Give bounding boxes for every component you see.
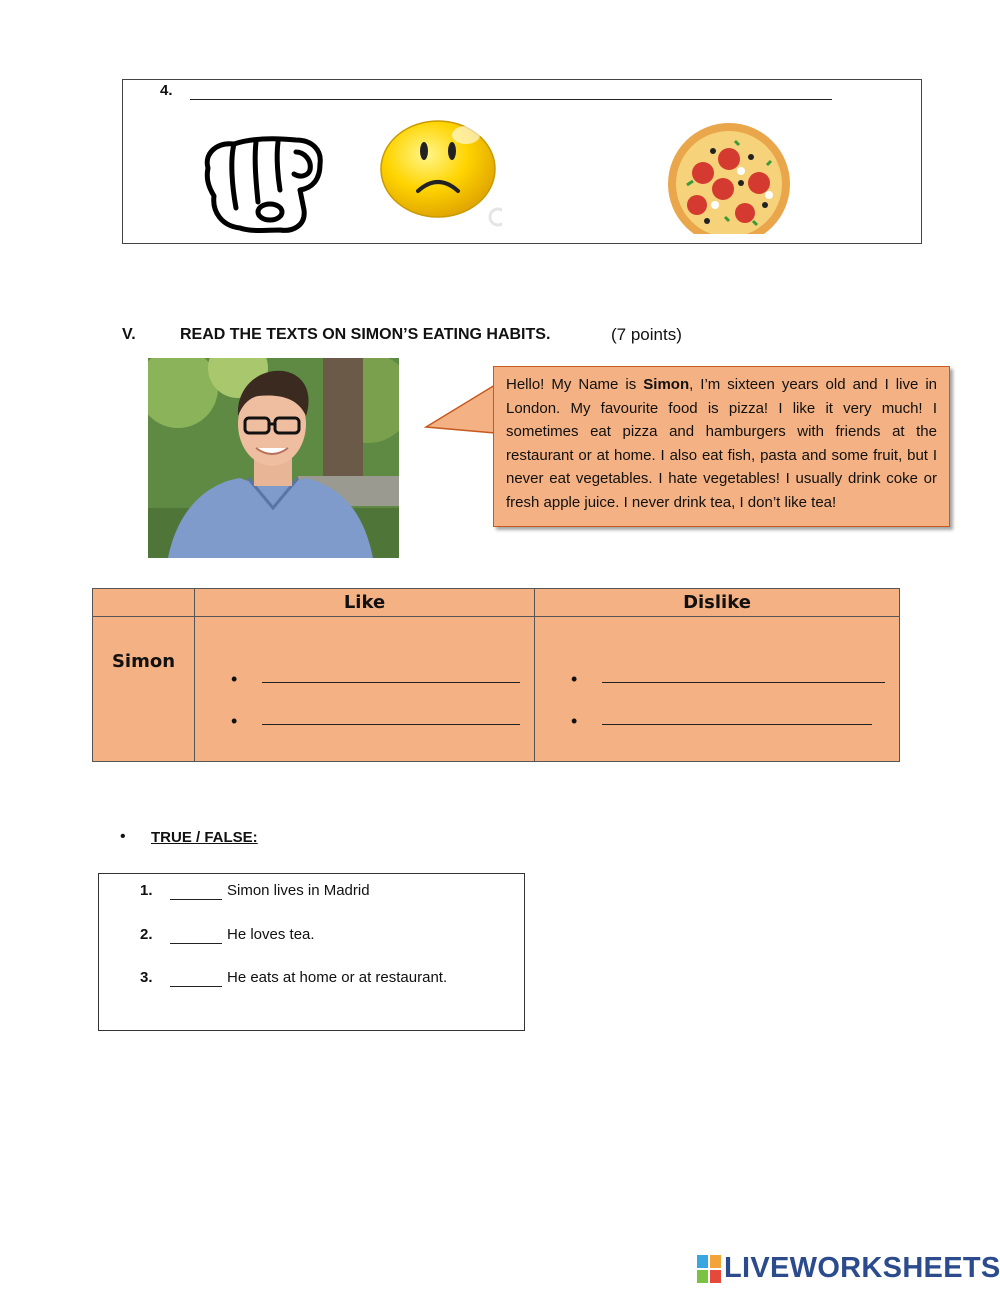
true-false-heading: TRUE / FALSE: bbox=[151, 829, 258, 846]
table-corner-cell bbox=[93, 589, 195, 617]
pizza-icon bbox=[665, 121, 793, 236]
tf-statement: He eats at home or at restaurant. bbox=[227, 969, 448, 986]
question-4-answer-blank[interactable] bbox=[190, 99, 832, 100]
list-item bbox=[195, 701, 534, 743]
dislike-cell bbox=[535, 617, 900, 762]
tf-number: 2. bbox=[140, 926, 153, 943]
like-blank-1[interactable] bbox=[262, 682, 520, 683]
bullet: • bbox=[231, 669, 238, 689]
tf-number: 1. bbox=[140, 882, 153, 899]
speech-bubble-tail bbox=[424, 383, 496, 435]
list-item bbox=[535, 659, 899, 701]
tf-statement: He loves tea. bbox=[227, 926, 315, 943]
speech-name: Simon bbox=[643, 376, 690, 393]
list-item bbox=[195, 659, 534, 701]
like-cell bbox=[195, 617, 535, 762]
section-title: READ THE TEXTS ON SIMON’S EATING HABITS. bbox=[180, 326, 551, 343]
sad-face-icon bbox=[378, 117, 502, 227]
question-4-number: 4. bbox=[160, 82, 173, 99]
tf-bullet: • bbox=[120, 828, 126, 845]
liveworksheets-logo bbox=[697, 1252, 1000, 1288]
tf-statement: Simon lives in Madrid bbox=[227, 882, 370, 899]
bullet: • bbox=[571, 711, 578, 731]
section-points: (7 points) bbox=[611, 325, 682, 344]
logo-text: LIVEWORKSHEETS bbox=[724, 1252, 1000, 1284]
like-dislike-table bbox=[92, 588, 900, 762]
tf-answer-blank-3[interactable] bbox=[170, 986, 222, 987]
logo-mark-icon bbox=[697, 1255, 721, 1283]
row-label-simon: Simon bbox=[93, 617, 195, 762]
speech-pre: Hello! My Name is bbox=[506, 376, 644, 393]
speech-bubble-text bbox=[493, 366, 950, 527]
simon-photo bbox=[148, 358, 399, 558]
tf-answer-blank-2[interactable] bbox=[170, 943, 222, 944]
pointing-hand-icon bbox=[200, 130, 325, 234]
list-item bbox=[535, 701, 899, 743]
dislike-blank-2[interactable] bbox=[602, 724, 872, 725]
dislike-header: Dislike bbox=[535, 589, 900, 617]
like-blank-2[interactable] bbox=[262, 724, 520, 725]
bullet: • bbox=[231, 711, 238, 731]
tf-answer-blank-1[interactable] bbox=[170, 899, 222, 900]
tf-number: 3. bbox=[140, 969, 153, 986]
speech-post: , I’m sixteen years old and I live in London. My favourite food is pizza! I like it very much! I sometimes eat pizza and hamburgers with friends at the restaurant or at home. I also eat fish, pasta and some fruit, but I never eat vegetables. I hate vegetables! I usually drink coke or fresh apple juice. I never drink tea, I don’t like tea! bbox=[506, 376, 938, 511]
like-header: Like bbox=[195, 589, 535, 617]
section-numeral: V. bbox=[122, 326, 136, 343]
bullet: • bbox=[571, 669, 578, 689]
dislike-blank-1[interactable] bbox=[602, 682, 885, 683]
